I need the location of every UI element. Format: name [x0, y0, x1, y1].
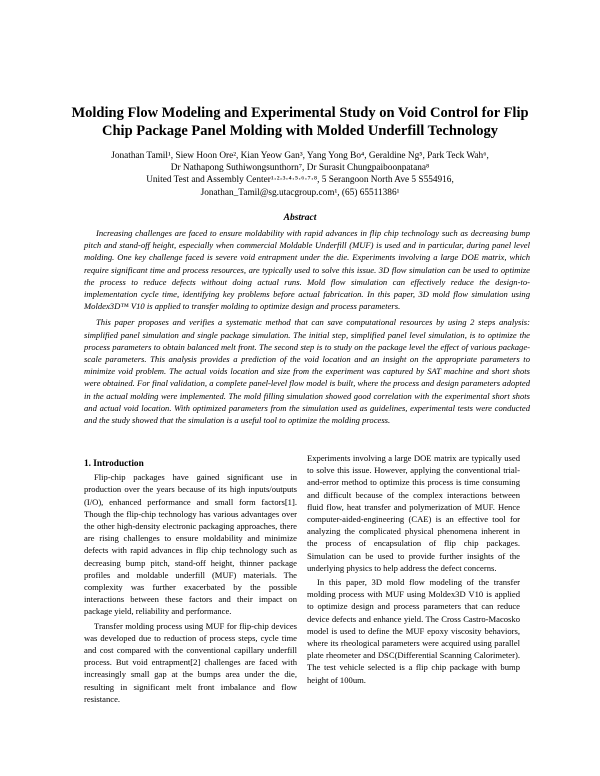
intro-paragraph-2: Transfer molding process using MUF for flip-chip devices was developed due to reduction of process steps, cycle time and cost compared with the conventional capillary underfill process. But void entrapment[2] challenges are faced with increasingly small gap at the bumps area under the die, resulting in significant melt front imbalance and flow resistance. [84, 620, 297, 704]
affiliation: United Test and Assembly Center¹·²·³·⁴·⁵·⁶·⁷·⁸, 5 Serangoon North Ave 5 S554916, [146, 175, 454, 186]
left-column [84, 458, 297, 705]
abstract-paragraph-2: This paper proposes and verifies a systematic method that can save computational resources by using 2 steps analysis: simplified panel simulation and single package simulation. The initial step, simplified panel level simulation, is to optimize the process parameters to obtain balanced melt front. The second step is to study on the package level the effect of various package-scale parameters. This analysis provides a prediction of the void location and an insight on the appropriate parameters to minimize void problem. The actual voids location and size from the experiment was captured by SAT machine and short shots were obtained. For final validation, a complete panel-level flow model is built, where the process and design parameters adopted in the actual molding were implemented. The mold filling simulation showed good correlation with the experimental short shots and actual void location. With optimized parameters from the simulation used as guidelines, experimental tests were conducted and the study showed that the simulation is a useful tool to optimize the molding process. [84, 317, 530, 426]
section-heading-introduction: 1. Introduction [84, 459, 144, 469]
intro-paragraph-4: In this paper, 3D mold flow modeling of the transfer molding process with MUF using Moldex3D V10 is applied to optimize design and process parameters that can reduce device defects and enhance yield. The Cross Castro-Macosko model is used to define the MUF epoxy viscosity behaviors, where its rheological parameters were acquired using parallel plate rheometer and DSC(Differential Scanning Calorimeter). The test vehicle selected is a flip chip package with bump height of 100um. [307, 577, 520, 685]
intro-paragraph-1: Flip-chip packages have gained significant use in production over the years because of its high inputs/outputs (I/O), enhanced performance and small form factors[1]. Though the flip-chip technology has various advantages over the other high-density electronic packaging approaches, there are rising challenges to ensure moldability and minimize defects with rapid advances in flip chip technology such as decreasing bump pitch, stand-off height, thinner package profiles and moldable underfill (MUF) materials. The complexity was further exacerbated by the possible interactions between these factors and their impact on package yield, reliability and performance. [84, 472, 297, 617]
author-list-line-1: Jonathan Tamil¹, Siew Hoon Ore², Kian Yeow Gan³, Yang Yong Bo⁴, Geraldine Ng⁵, Park Teck Wah⁶, [111, 151, 489, 161]
abstract-body [84, 227, 530, 426]
abstract-paragraph-1: Increasing challenges are faced to ensure moldability with rapid advances in flip chip technology such as decreasing bump pitch and stand-off height, especially when commercial Moldable Underfill (MUF) is used and in particular, during panel level molding. One key challenge faced is severe void entrapment under the die. Experiments involving a large DOE matrix, which require significant time and process resources, are typically used to solve this issue. 3D flow simulation can be used to optimize the process to reduce defects without doing actual runs. Mold flow simulation can effectively reduce the design-to-implementation cycle time, identifying key problems before actual fabrication. In this paper, 3D mold flow simulation using Moldex3D™ V10 is applied to transfer molding to optimize design and process parameters. [84, 228, 530, 312]
author-list-line-2: Dr Nathapong Suthiwongsunthorn⁷, Dr Surasit Chungpaiboonpatana⁸ [170, 163, 430, 174]
contact-info: Jonathan_Tamil@sg.utacgroup.com¹, (65) 65511386¹ [200, 187, 400, 198]
author-block [60, 150, 540, 199]
intro-paragraph-3: Experiments involving a large DOE matrix are typically used to solve this issue. However, applying the conventional trial-and-error method to optimize this process is time consuming and difficult because of the complex interactions between fluid flow, heat transfer and polymerization of MUF. Hence computer-aided-engineering (CAE) is an effective tool for analyzing the complicated physical phenomena inherent in the process of encapsulation of flip chip packages. Simulation can be used to provide further insights of the underlying physics to help address the defect concerns. [307, 453, 520, 573]
paper-title: Molding Flow Modeling and Experimental Study on Void Control for Flip Chip Package Panel Molding with Molded Underfill Technology [71, 105, 529, 139]
right-column [307, 452, 520, 686]
abstract-heading: Abstract [283, 213, 317, 223]
